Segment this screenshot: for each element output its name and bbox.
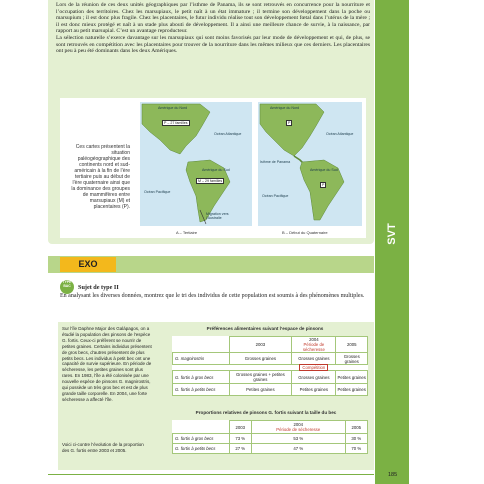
document-text: Sur l’île Daphne Major des Galápagos, on a étudié la population des pinsons de l’espèce G. fortis. Ceux-ci préfèrent se nourrir de petites graines. Certains individus présentent de gros becs, d’autres présentent de plus petits becs. Les individus à petit bec ont une capacité de survie supérieure. En période de sécheresse, les petites graines sont plus rares. En 1983, l’île a été colonisée par une nouvelle espèce de pinsons G. magnirostris, qui possède un très gros bec et est de plus grande taille corporelle. En 2004, une forte sécheresse a affecté l’île.: [62, 326, 152, 402]
map-b-south-america-label: Amérique du Sud: [310, 168, 338, 172]
table2-cell: 47 %: [251, 444, 345, 454]
table-row: [173, 444, 368, 454]
map-b-pacific-label: Océan Pacifique: [262, 194, 289, 198]
competition-label: Compétition: [299, 364, 328, 371]
table-row: [173, 353, 368, 365]
table1-cell: Petites graines: [229, 384, 292, 396]
table1-title: Préférences alimentaires suivant l’espace de pinsons: [206, 326, 324, 331]
table1-row2-label: G. fortis à gros becs: [173, 371, 230, 384]
table2-cell: 73 %: [229, 434, 251, 444]
exo-tag: EXO: [60, 257, 116, 272]
map-panel-b: [258, 102, 362, 226]
document-text-2: Voici ci-contre l’évolution de la proportion des G. fortis entre 2003 et 2005.: [62, 442, 144, 453]
map-b-isthmus-label: Isthme de Panama: [260, 160, 291, 164]
table2-header-2005: 2005: [345, 421, 367, 434]
map-caption: Ces cartes présentent la situation paléogéographique des continents nord et sud-américain à la fin de l’ère tertiaire puis au début de l’ère quaternaire ainsi que la dominance des groupes de mammifères entre marsupiaux (M) et placentaires (P).: [71, 144, 130, 210]
intro-text: [56, 2, 370, 55]
table-row: [173, 384, 368, 396]
table1-row3-label: G. fortis à petits becs: [173, 384, 230, 396]
table2-row2-label: G. fortis à petits becs: [173, 444, 230, 454]
table2-header-2004-year: 2004: [293, 422, 304, 427]
type-bac-badge: TYPE BAC: [60, 280, 74, 294]
table1-cell: Petites graines: [336, 371, 368, 384]
map-a-north-america-label: Amérique du Nord: [158, 106, 188, 110]
table2-header-2003: 2003: [229, 421, 251, 434]
map-b-caption: B – Début du Quaternaire: [282, 230, 328, 235]
page-number: 185: [388, 472, 398, 478]
table2-cell: 27 %: [229, 444, 251, 454]
subject-title: Sujet de type II: [78, 284, 119, 291]
table1-header-2004: [292, 337, 336, 353]
table1-header-2003: 2003: [229, 337, 292, 353]
map-a-caption: A – Tertiaire: [176, 230, 198, 235]
table1-cell: Grosses graines: [229, 353, 292, 365]
map-a-continents: [140, 102, 252, 226]
svt-label: SVT: [386, 223, 398, 245]
intro-paragraph-2: La sélection naturelle s’exerce davantage sur les marsupiaux qui sont moins favorisés par leur mode de développement et qui, de plus, se sont retrouvés en compétition avec les placentaires pour trouver de la nourriture dans les mêmes milieux que ces derniers. Les placentaires ont peu à peu été dominants dans les deux Amériques.: [56, 34, 370, 55]
map-b-north-america-label: Amérique du Nord: [270, 106, 300, 110]
table1-header-2005: 2005: [336, 337, 368, 353]
exercise-question: En analysant les diverses données, montrez que le tri des individus de cette population est soumis à des phénomènes multiples.: [60, 293, 365, 299]
map-b-south-box: P: [322, 183, 325, 187]
table2-cell: 70 %: [345, 444, 367, 454]
map-b-continents: [258, 102, 362, 226]
table1-header-2004-sub: Période de sécheresse: [302, 342, 325, 352]
table1-cell: Grosses graines: [292, 371, 336, 384]
table1-row1-label: G. magnirostris: [173, 353, 230, 365]
map-b-north-box: P: [288, 121, 291, 125]
table-row: [173, 371, 368, 384]
table2-cell: 30 %: [345, 434, 367, 444]
map-a-atlantic-label: Océan Atlantique: [214, 132, 242, 136]
map-panel-a: [140, 102, 252, 226]
table1-cell: Grosses graines + petites graines: [229, 371, 292, 384]
table1-cell: Grosses graines: [336, 353, 368, 365]
table2-cell: 53 %: [251, 434, 345, 444]
map-a-south-america-label: Amérique du Sud: [202, 168, 230, 172]
table1-header-2004-year: 2004: [309, 337, 319, 342]
table2-header-2004: [251, 421, 345, 434]
footer-rule: [48, 474, 374, 475]
beak-proportion-table: [172, 420, 368, 454]
table1-corner: [173, 337, 230, 353]
table2-corner: [173, 421, 230, 434]
map-a-north-box: P – 27 familles: [164, 121, 188, 125]
table1-cell: Petites graines: [336, 384, 368, 396]
map-a-south-box: M – 29 familles: [198, 179, 223, 183]
table2-row1-label: G. fortis à gros becs: [173, 434, 230, 444]
map-a-pacific-label: Océan Pacifique: [144, 190, 171, 194]
table2-title: Proportions relatives de pinsons G. fortis suivant la taille du bec: [195, 410, 337, 415]
map-b-atlantic-label: Océan Atlantique: [326, 132, 354, 136]
table1-cell: Petites graines: [292, 384, 336, 396]
intro-paragraph-1: Lors de la réunion de ces deux unités géographiques par l’isthme de Panama, ils se sont retrouvés en concurrence pour la nourriture et l’occupation des territoires. Chez les marsupiaux, le petit naît à un état immature ; il termine son développement dans la poche ou marsupium ; il est donc plus fragile. Chez les placentaires, le futur individu réalise tout son développement fœtal dans l’utérus de la mère ; il est donc mieux protégé et naît à un stade plus abouti de développement. Il a ainsi une meilleure chance de survie, à la naissance, par rapport au petit marsupial. C’est un avantage reproducteur.: [56, 2, 370, 35]
map-a-migration-label: Migration vers l’Australie: [206, 212, 229, 220]
table-row: [173, 434, 368, 444]
table2-header-2004-sub: Période de sécheresse: [276, 427, 321, 432]
table1-cell: Grosses graines: [292, 353, 336, 365]
food-preference-table: [172, 336, 368, 396]
